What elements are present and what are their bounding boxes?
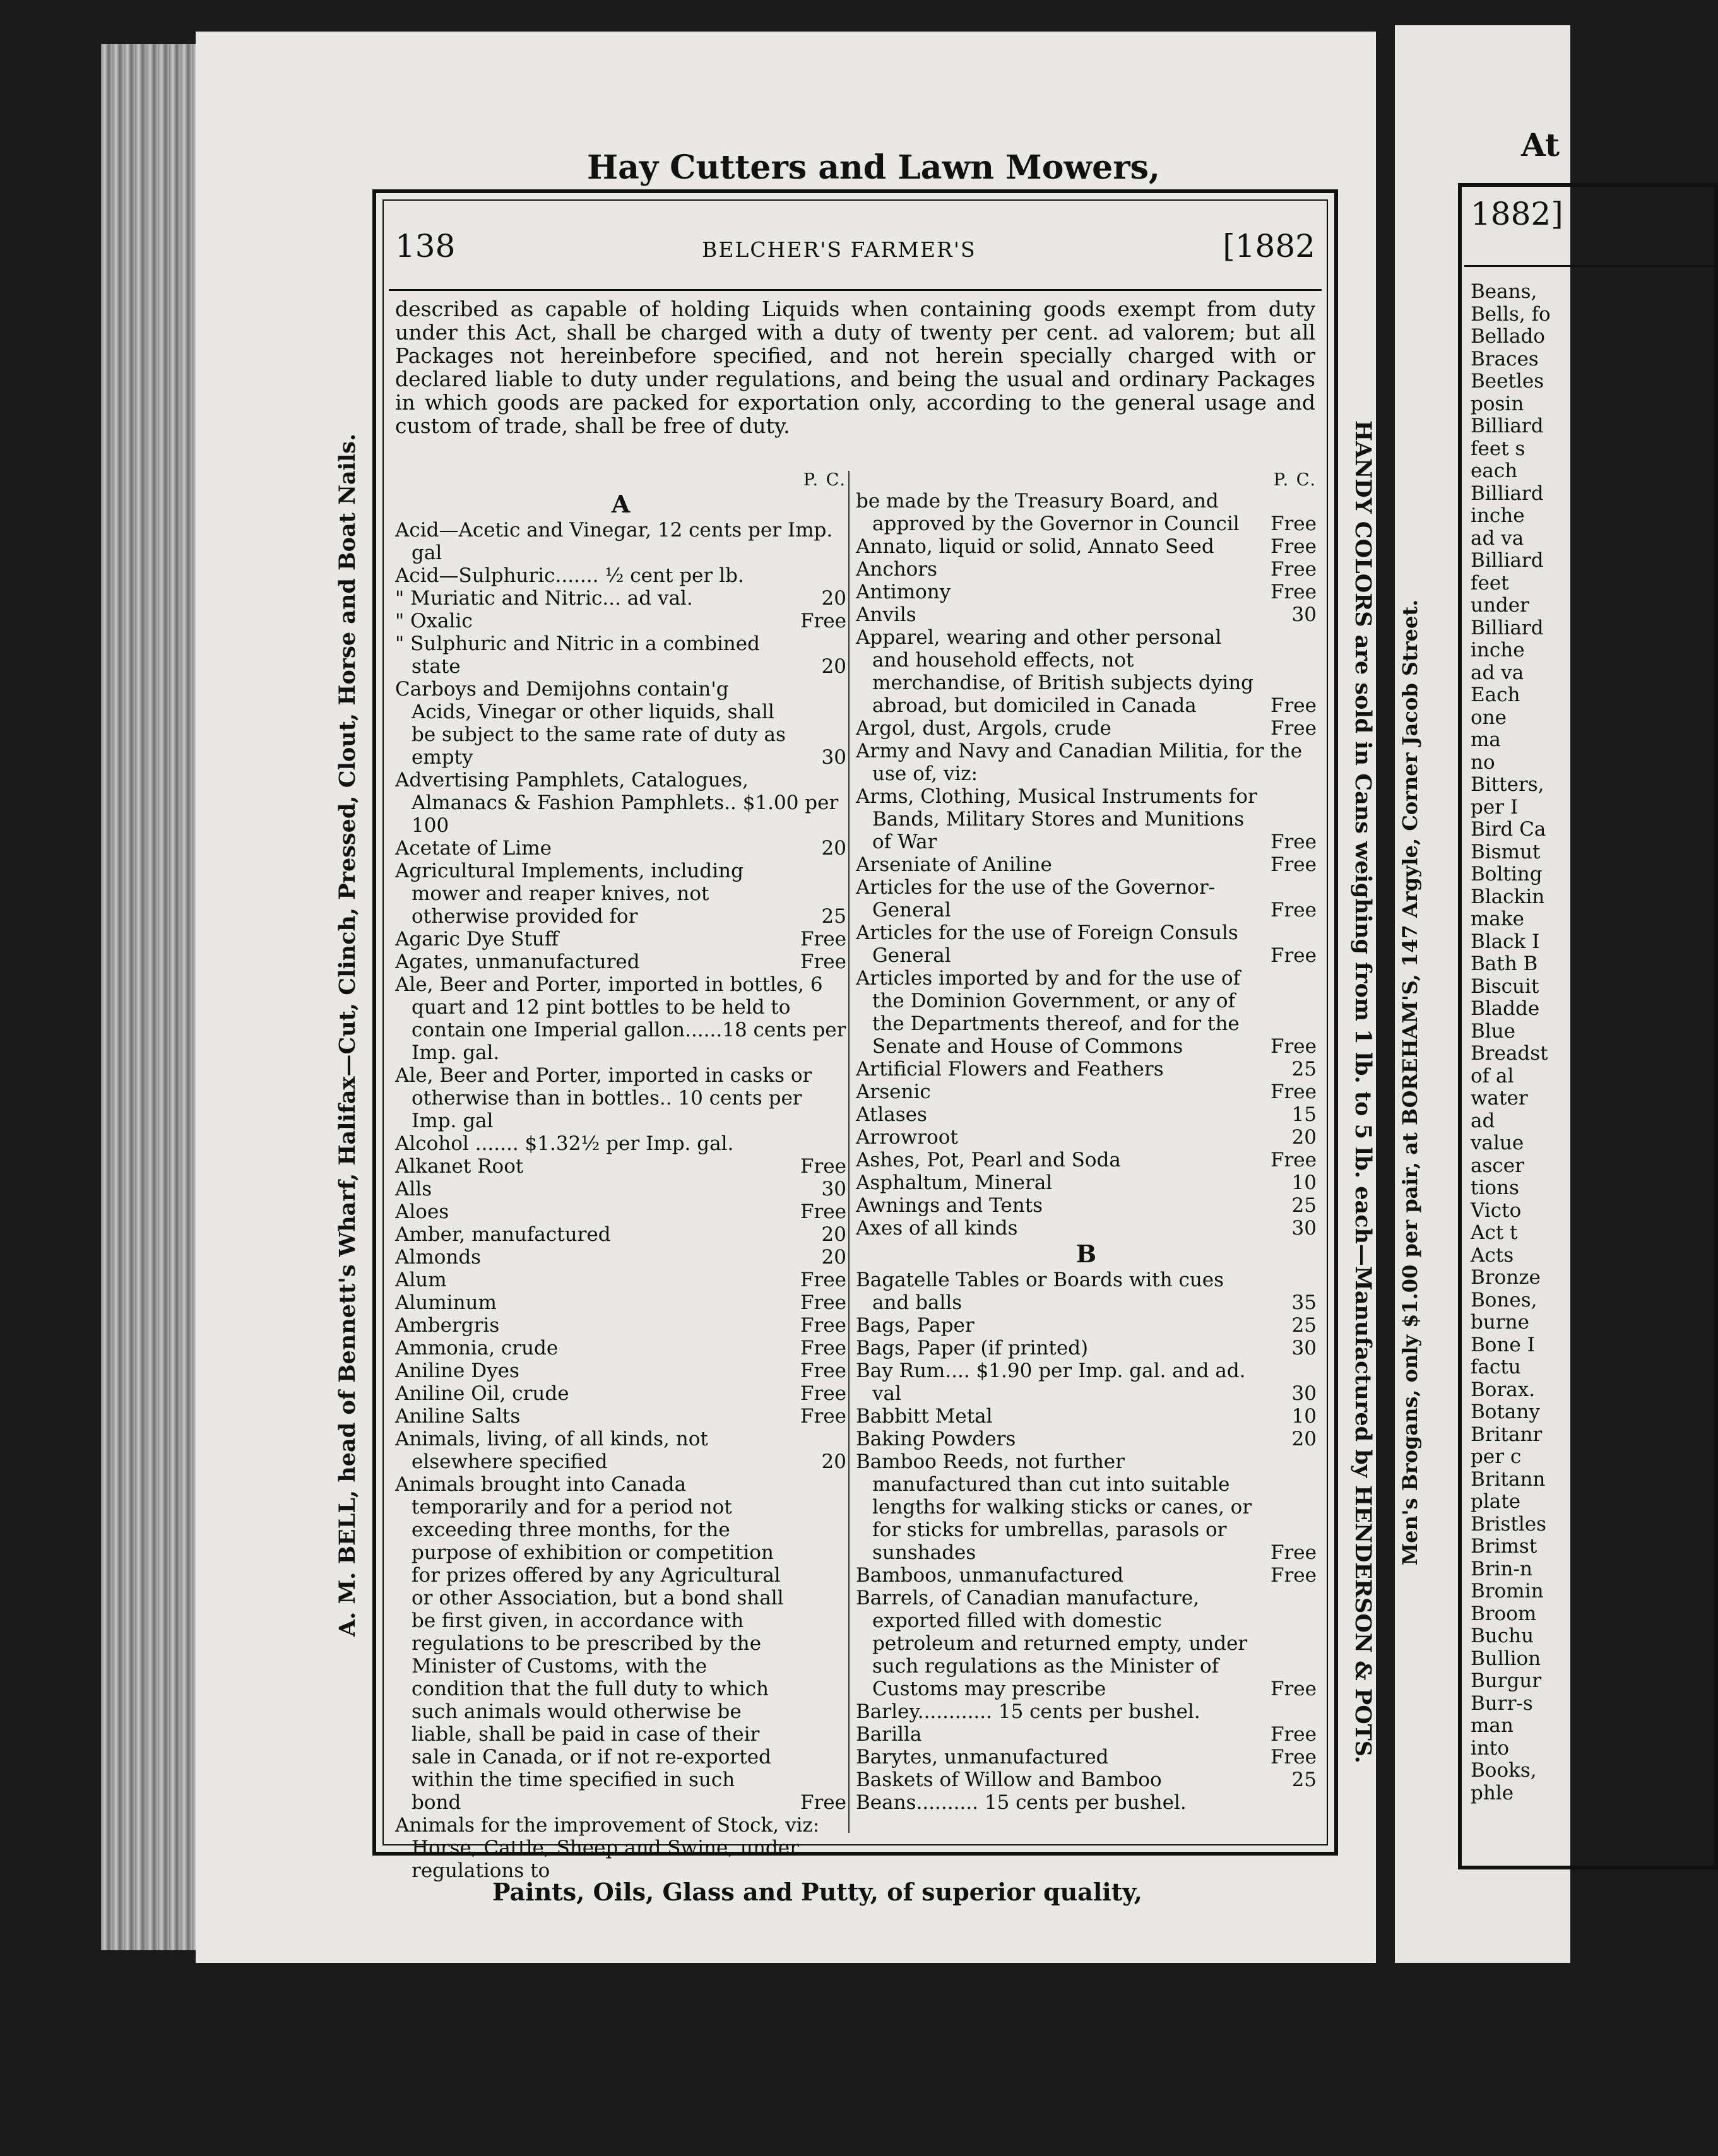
- right-page-line: make: [1471, 908, 1525, 930]
- entry-article: Bamboo Reeds, not further manufactured than cut into suitable lengths for walking sticks or canes, or for sticks for umbrellas, parasols or sunshades: [856, 1450, 1252, 1564]
- tariff-entry: [856, 626, 1317, 717]
- entry-article: " Oxalic: [395, 610, 473, 632]
- entry-rate: 20: [821, 837, 846, 860]
- right-page-line: Acts: [1471, 1243, 1514, 1267]
- entry-rate: Free: [800, 610, 846, 632]
- entry-article: " Sulphuric and Nitric in a combined state: [395, 632, 760, 678]
- left-entries: [395, 519, 846, 1882]
- tariff-entry: [856, 921, 1317, 967]
- section-heading-b: B: [1075, 1240, 1097, 1268]
- right-page-line: inche: [1471, 639, 1525, 661]
- entry-article: Ale, Beer and Porter, imported in casks or otherwise than in bottles.. 10 cents per Imp. gal: [395, 1064, 812, 1132]
- entry-article: Ammonia, crude: [395, 1337, 559, 1359]
- tariff-entry: [856, 1314, 1317, 1337]
- entry-rate: Free: [1270, 558, 1317, 581]
- right-page-line: Billiard: [1471, 482, 1544, 505]
- entry-article: Barytes, unmanufactured: [856, 1746, 1109, 1768]
- entry-rate: 25: [1291, 1194, 1317, 1217]
- entry-article: Acetate of Lime: [395, 837, 552, 860]
- entry-article: Carboys and Demijohns contain'g Acids, Vinegar or other liquids, shall be subject to the same rate of duty as empty: [395, 678, 786, 769]
- tariff-entry: [856, 1700, 1317, 1723]
- entry-rate: 20: [1291, 1428, 1317, 1450]
- running-title: BELCHER'S FARMER'S: [702, 237, 976, 262]
- entry-rate: Free: [1270, 694, 1317, 717]
- right-page-line: ma: [1471, 728, 1501, 751]
- entry-article: Antimony: [856, 581, 951, 603]
- tariff-entry: [395, 1269, 846, 1291]
- bottom-advertisement: Paints, Oils, Glass and Putty, of superior quality,: [492, 1878, 1142, 1906]
- entry-rate: 20: [1291, 1126, 1317, 1149]
- tariff-entry: [395, 1200, 846, 1223]
- entry-rate: 30: [1291, 603, 1317, 626]
- right-page-line: ascer: [1471, 1154, 1524, 1177]
- right-page-line: Act t: [1471, 1221, 1518, 1244]
- right-page-line: Burr-s: [1471, 1691, 1533, 1715]
- right-page-line: Bladde: [1471, 997, 1540, 1020]
- right-page-line: inche: [1471, 504, 1525, 527]
- entry-rate: Free: [1270, 1541, 1317, 1564]
- right-page-line: tions: [1471, 1176, 1519, 1199]
- entry-rate: Free: [800, 1791, 846, 1814]
- entry-article: Aniline Dyes: [395, 1359, 519, 1382]
- tariff-entry: [856, 1791, 1317, 1814]
- right-page-line: feet: [1471, 571, 1509, 595]
- right-margin-advertisement: HANDY COLORS are sold in Cans weighing from 1 lb. to 5 lb. each—Manufactured by HENDERSON & POTS.: [1350, 420, 1376, 1763]
- tariff-entry: [395, 769, 846, 837]
- entry-rate: 20: [821, 655, 846, 678]
- right-page-line: phle: [1471, 1781, 1514, 1804]
- tariff-entry: [395, 1064, 846, 1132]
- tariff-entry: [856, 1269, 1317, 1314]
- tariff-entry: [395, 928, 846, 951]
- right-page-line: value: [1471, 1132, 1524, 1154]
- tariff-entry: [856, 1723, 1317, 1746]
- right-page-line: of al: [1471, 1064, 1514, 1087]
- entry-rate: Free: [1270, 899, 1317, 921]
- entry-rate: Free: [800, 1359, 846, 1382]
- right-page-line: Burgur: [1471, 1669, 1542, 1692]
- entry-rate: Free: [800, 1200, 846, 1223]
- entry-article: Arsenic: [856, 1081, 931, 1103]
- right-entries-b: [856, 1269, 1317, 1814]
- right-page-line: ad: [1471, 1109, 1495, 1132]
- tariff-entry: [856, 1405, 1317, 1428]
- tariff-entry: [856, 876, 1317, 921]
- entry-article: Acid—Acetic and Vinegar, 12 cents per Imp. gal: [395, 519, 833, 564]
- right-column: [856, 471, 1317, 1833]
- entry-article: Almonds: [395, 1246, 482, 1269]
- entry-rate: Free: [1270, 853, 1317, 876]
- entry-rate: Free: [800, 1405, 846, 1428]
- right-page-line: Beans,: [1471, 280, 1537, 303]
- right-page-line: Bolting: [1471, 863, 1543, 886]
- tariff-entry: [395, 564, 846, 587]
- right-page-line: one: [1471, 706, 1507, 729]
- tariff-entry: [395, 1246, 846, 1269]
- entry-article: Bamboos, unmanufactured: [856, 1564, 1123, 1587]
- entry-rate: 25: [1291, 1058, 1317, 1081]
- entry-article: Articles for the use of the Governor-General: [856, 876, 1216, 921]
- entry-rate: Free: [1270, 581, 1317, 603]
- tariff-entry: [395, 1473, 846, 1814]
- tariff-entry: [856, 1359, 1317, 1405]
- right-page-line: Braces: [1471, 347, 1539, 370]
- tariff-entry: [395, 1132, 846, 1155]
- entry-rate: 20: [821, 1223, 846, 1246]
- right-page-line: Botany: [1471, 1401, 1540, 1423]
- top-advertisement: Hay Cutters and Lawn Mowers,: [587, 148, 1160, 187]
- tariff-entry: [856, 1149, 1317, 1171]
- pc-label: P. C.: [803, 470, 846, 490]
- entry-article: Aniline Oil, crude: [395, 1382, 569, 1405]
- right-page-line: per c: [1471, 1445, 1522, 1468]
- pc-label: P. C.: [1273, 470, 1317, 490]
- tariff-entry: [856, 581, 1317, 603]
- entry-rate: Free: [800, 1291, 846, 1314]
- entry-article: " Muriatic and Nitric... ad val.: [395, 587, 693, 610]
- tariff-entry: [856, 785, 1317, 853]
- entry-rate: 20: [821, 1246, 846, 1269]
- tariff-entry: [395, 1359, 846, 1382]
- entry-article: Ambergris: [395, 1314, 500, 1337]
- right-page-line: Bells, fo: [1471, 302, 1551, 326]
- right-page-line: Bromin: [1471, 1580, 1544, 1602]
- right-page-line: Bronze: [1471, 1266, 1541, 1289]
- left-column: [395, 470, 846, 1882]
- entry-article: Baking Powders: [856, 1428, 1016, 1450]
- entry-article: Articles imported by and for the use of the Dominion Government, or any of the Departments thereof, and for the Senate and House of Commons: [856, 967, 1241, 1058]
- tariff-entry: [856, 1217, 1317, 1240]
- entry-article: Animals, living, of all kinds, not elsewhere specified: [395, 1428, 708, 1473]
- right-page-line: each: [1471, 459, 1518, 482]
- page-header: [395, 228, 1315, 272]
- entry-article: Anvils: [856, 603, 916, 626]
- tariff-entry: [856, 717, 1317, 740]
- tariff-entry: [395, 1178, 846, 1200]
- tariff-entry: [856, 1126, 1317, 1149]
- entry-article: Barley............ 15 cents per bushel.: [856, 1700, 1200, 1723]
- tariff-entry: [395, 837, 846, 860]
- tariff-entry: [856, 490, 1317, 535]
- entry-article: Agaric Dye Stuff: [395, 928, 559, 951]
- entry-article: Asphaltum, Mineral: [856, 1171, 1053, 1194]
- right-page-line: Bones,: [1471, 1288, 1537, 1312]
- entry-article: Barilla: [856, 1723, 922, 1746]
- entry-article: Bags, Paper: [856, 1314, 975, 1337]
- entry-article: Alkanet Root: [395, 1155, 524, 1178]
- tariff-entry: [395, 1428, 846, 1473]
- tariff-entry: [856, 558, 1317, 581]
- entry-article: Bagatelle Tables or Boards with cues and balls: [856, 1269, 1224, 1314]
- right-page-line: Bone I: [1471, 1333, 1535, 1356]
- entry-article: Agates, unmanufactured: [395, 951, 640, 973]
- entry-article: Acid—Sulphuric....... ½ cent per lb.: [395, 564, 744, 587]
- right-page-line: Each: [1471, 684, 1520, 706]
- tariff-entry: [856, 1450, 1317, 1564]
- entry-rate: 30: [821, 1178, 846, 1200]
- tariff-entry: [395, 632, 846, 678]
- entry-article: Axes of all kinds: [856, 1217, 1018, 1240]
- left-margin-advertisement: A. M. BELL, head of Bennett's Wharf, Halifax—Cut, Clinch, Pressed, Clout, Horse and Boat Nails.: [335, 433, 360, 1637]
- entry-article: Arseniate of Aniline: [856, 853, 1052, 876]
- right-page-line: plate: [1471, 1490, 1521, 1513]
- entry-article: Apparel, wearing and other personal and household effects, not merchandise, of British subjects dying abroad, but domiciled in Canada: [856, 626, 1254, 717]
- entry-rate: Free: [1270, 1035, 1317, 1058]
- entry-rate: 25: [821, 905, 846, 928]
- entry-article: Arms, Clothing, Musical Instruments for Bands, Military Stores and Munitions of War: [856, 785, 1257, 853]
- tariff-entry: [856, 1103, 1317, 1126]
- right-page-line: Billiard: [1471, 549, 1544, 572]
- right-page-line: Brimst: [1471, 1535, 1537, 1558]
- tariff-entry: [856, 853, 1317, 876]
- entry-article: Anchors: [856, 558, 938, 581]
- right-page-line: Broom: [1471, 1602, 1537, 1625]
- tariff-entry: [395, 1405, 846, 1428]
- entry-rate: Free: [1270, 717, 1317, 740]
- tariff-entry: [395, 1382, 846, 1405]
- page-number: 138: [395, 228, 456, 264]
- right-page-line: no: [1471, 750, 1495, 774]
- tariff-entry: [395, 678, 846, 769]
- tariff-entry: [395, 519, 846, 564]
- entry-article: Annato, liquid or solid, Annato Seed: [856, 535, 1214, 558]
- entry-article: Barrels, of Canadian manufacture, exported filled with domestic petroleum and returned empty, under such regulations as the Minister of Customs may prescribe: [856, 1587, 1248, 1700]
- tariff-entry: [856, 535, 1317, 558]
- entry-rate: Free: [1270, 831, 1317, 853]
- right-page-line: Breadst: [1471, 1042, 1548, 1065]
- entry-article: Awnings and Tents: [856, 1194, 1043, 1217]
- column-divider: [848, 471, 850, 1833]
- right-page-advertisement: Men's Brogans, only $1.00 per pair, at BOREHAM'S, 147 Argyle, Corner Jacob Street.: [1398, 599, 1422, 1566]
- entry-article: Amber, manufactured: [395, 1223, 611, 1246]
- entry-article: Advertising Pamphlets, Catalogues, Almanacs & Fashion Pamphlets.. $1.00 per 100: [395, 769, 839, 837]
- entry-rate: Free: [1270, 512, 1317, 535]
- entry-article: Alcohol ....... $1.32½ per Imp. gal.: [395, 1132, 734, 1155]
- tariff-entry: [395, 1155, 846, 1178]
- intro-paragraph: described as capable of holding Liquids when containing goods exempt from duty under this Act, shall be charged with a duty of twenty per cent. ad valorem; but all Packages not hereinbefore specified, and not herein specially charged with or declared liable to duty under regulations, and being the usual and ordinary Packages in which goods are packed for exportation only, according to the general usage and custom of trade, shall be free of duty.: [395, 297, 1315, 438]
- right-page-line: ad va: [1471, 661, 1524, 684]
- right-page-line: Borax.: [1471, 1378, 1536, 1401]
- entry-rate: 30: [1291, 1217, 1317, 1240]
- tariff-entry: [856, 967, 1317, 1058]
- entry-article: Aloes: [395, 1200, 449, 1223]
- page-frame: [372, 189, 1338, 1882]
- right-page-line: factu: [1471, 1356, 1521, 1378]
- book-edge: [101, 44, 208, 1950]
- entry-rate: Free: [1270, 1149, 1317, 1171]
- tariff-entry: [856, 1337, 1317, 1359]
- right-page-rule: [1464, 265, 1717, 267]
- right-page-line: per I: [1471, 795, 1519, 819]
- entry-article: Beans.......... 15 cents per bushel.: [856, 1791, 1187, 1814]
- right-page-line: Britann: [1471, 1467, 1546, 1491]
- tariff-entry: [395, 1337, 846, 1359]
- entry-rate: Free: [1270, 1081, 1317, 1103]
- entry-rate: Free: [800, 951, 846, 973]
- entry-article: Articles for the use of Foreign Consuls General: [856, 921, 1238, 967]
- entry-rate: 20: [821, 587, 846, 610]
- right-page-line: posin: [1471, 392, 1524, 415]
- tariff-entry: [856, 1746, 1317, 1768]
- right-page-line: Bismut: [1471, 840, 1541, 863]
- right-page-line: Buchu: [1471, 1625, 1534, 1647]
- entry-rate: Free: [800, 1155, 846, 1178]
- tariff-entry: [856, 1058, 1317, 1081]
- entry-article: Arrowroot: [856, 1126, 958, 1149]
- right-page-line: Bird Ca: [1471, 818, 1546, 841]
- entry-rate: 10: [1291, 1171, 1317, 1194]
- entry-article: Animals for the improvement of Stock, viz: Horse, Cattle, Sheep and Swine, under regulations to: [395, 1814, 820, 1882]
- tariff-entry: [856, 1564, 1317, 1587]
- tariff-entry: [395, 1314, 846, 1337]
- right-page-line: Books,: [1471, 1759, 1537, 1782]
- entry-rate: 35: [1291, 1291, 1317, 1314]
- right-page-year: 1882]: [1471, 196, 1563, 232]
- tariff-entry: [395, 1814, 846, 1882]
- entry-article: Bay Rum.... $1.90 per Imp. gal. and ad. val: [856, 1359, 1246, 1405]
- entry-article: Ashes, Pot, Pearl and Soda: [856, 1149, 1121, 1171]
- section-heading-a: A: [611, 490, 631, 518]
- right-page-lines: [1471, 281, 1551, 1804]
- right-page-line: Bristles: [1471, 1512, 1547, 1536]
- header-rule: [389, 289, 1322, 291]
- right-page-line: into: [1471, 1736, 1510, 1760]
- tariff-entry: [395, 1291, 846, 1314]
- right-page-line: Bellado: [1471, 325, 1545, 348]
- tariff-entry: [395, 860, 846, 928]
- entry-article: Artificial Flowers and Feathers: [856, 1058, 1164, 1081]
- entry-article: Argol, dust, Argols, crude: [856, 717, 1111, 740]
- tariff-entry: [395, 610, 846, 632]
- entry-rate: Free: [800, 1382, 846, 1405]
- tariff-entry: [856, 603, 1317, 626]
- entry-rate: 25: [1291, 1768, 1317, 1791]
- tariff-entry: [856, 1587, 1317, 1700]
- right-page-line: Blue: [1471, 1019, 1516, 1043]
- entry-article: be made by the Treasury Board, and approved by the Governor in Council: [856, 490, 1240, 535]
- entry-rate: 30: [821, 746, 846, 769]
- entry-rate: 15: [1291, 1103, 1317, 1126]
- entry-article: Babbitt Metal: [856, 1405, 993, 1428]
- right-page-line: Bath B: [1471, 952, 1538, 975]
- tariff-entry: [395, 587, 846, 610]
- entry-rate: Free: [1270, 1564, 1317, 1587]
- right-page-line: Billiard: [1471, 415, 1544, 437]
- right-page-line: Bullion: [1471, 1647, 1541, 1670]
- entry-article: Agricultural Implements, including mower and reaper knives, not otherwise provided for: [395, 860, 743, 928]
- right-page-header: At: [1521, 126, 1560, 163]
- entry-article: Aniline Salts: [395, 1405, 521, 1428]
- entry-rate: 10: [1291, 1405, 1317, 1428]
- tariff-entry: [856, 1081, 1317, 1103]
- tariff-entry: [395, 951, 846, 973]
- right-page: [1395, 25, 1570, 1963]
- entry-rate: Free: [800, 1314, 846, 1337]
- entry-rate: Free: [800, 928, 846, 951]
- entry-rate: Free: [1270, 1678, 1317, 1700]
- entry-article: Bags, Paper (if printed): [856, 1337, 1089, 1359]
- page-year: [1882: [1223, 228, 1315, 264]
- entry-article: Alum: [395, 1269, 447, 1291]
- right-page-line: Britanr: [1471, 1423, 1543, 1446]
- right-page-line: under: [1471, 594, 1529, 617]
- tariff-entry: [856, 740, 1317, 785]
- entry-article: Ale, Beer and Porter, imported in bottles, 6 quart and 12 pint bottles to be held to contain one Imperial gallon......18 cents per Imp. gal.: [395, 973, 846, 1064]
- tariff-entry: [856, 1194, 1317, 1217]
- entry-article: Animals brought into Canada temporarily and for a period not exceeding three months, for the purpose of exhibition or competition for prizes offered by any Agricultural or other Association, but a bond shall be first given, in accordance with regulations to be prescribed by the Minister of Customs, with the condition that the full duty to which such animals would otherwise be liable, shall be paid in case of their sale in Canada, or if not re-exported within the time specified in such bond: [395, 1473, 784, 1814]
- right-page-line: Brin-n: [1471, 1557, 1532, 1580]
- entry-article: Atlases: [856, 1103, 927, 1126]
- entry-rate: Free: [1270, 535, 1317, 558]
- tariff-entry: [856, 1171, 1317, 1194]
- right-entries-a: [856, 490, 1317, 1240]
- tariff-entry: [856, 1768, 1317, 1791]
- entry-rate: Free: [1270, 1723, 1317, 1746]
- right-page-line: burne: [1471, 1311, 1529, 1334]
- entry-article: Alls: [395, 1178, 432, 1200]
- right-page-line: water: [1471, 1087, 1528, 1110]
- entry-rate: 25: [1291, 1314, 1317, 1337]
- right-page-line: Blackin: [1471, 885, 1545, 908]
- tariff-entry: [395, 973, 846, 1064]
- right-page-line: feet s: [1471, 437, 1525, 460]
- right-page-line: man: [1471, 1714, 1514, 1737]
- right-page-line: Bitters,: [1471, 773, 1544, 796]
- right-page-line: ad va: [1471, 526, 1524, 550]
- right-page-line: Beetles: [1471, 370, 1544, 393]
- entry-rate: 30: [1291, 1337, 1317, 1359]
- entry-article: Baskets of Willow and Bamboo: [856, 1768, 1162, 1791]
- entry-article: Aluminum: [395, 1291, 497, 1314]
- entry-rate: Free: [800, 1269, 846, 1291]
- entry-article: Army and Navy and Canadian Militia, for the use of, viz:: [856, 740, 1303, 785]
- entry-rate: Free: [1270, 1746, 1317, 1768]
- right-page-line: Victo: [1471, 1199, 1522, 1222]
- right-page-line: Biscuit: [1471, 974, 1539, 998]
- entry-rate: 30: [1291, 1382, 1317, 1405]
- tariff-entry: [395, 1223, 846, 1246]
- entry-rate: 20: [821, 1450, 846, 1473]
- entry-rate: Free: [1270, 944, 1317, 967]
- right-page-line: Black I: [1471, 930, 1540, 953]
- tariff-entry: [856, 1428, 1317, 1450]
- entry-rate: Free: [800, 1337, 846, 1359]
- right-page-line: Billiard: [1471, 616, 1544, 639]
